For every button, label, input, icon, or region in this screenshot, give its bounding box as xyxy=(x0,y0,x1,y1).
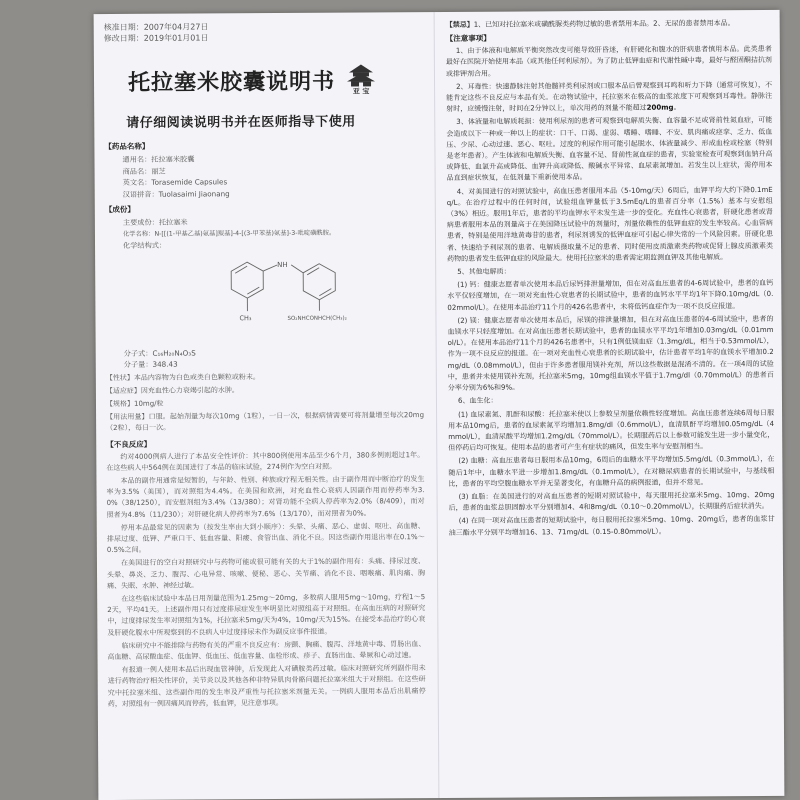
precaution-6-lipids: (3) 血脂：在美国进行的对高血压患者的短期对照试验中，每天服用托拉塞米5mg、10mg、20mg后，患者的血浆总胆固醇水平分别增加4、4和8mg/dL（0.10～0.20mmol/L），长期服药后症状消失。 xyxy=(448,490,775,513)
logo-text: 亚 宝 xyxy=(352,87,370,96)
precaution-3: 3、体液量和电解质耗损：使用利尿剂的患者可观察到电解质失衡、血容量不足或肾前性氮血症，可能会造成以下一种或一种以上的症状：口干、口渴、虚弱、嗜睡、嗜睡、不安、肌肉痛或痉挛、乏力、低血压、少尿、心动过速、恶心、呕吐。过度的利尿作用可能引起脱水、体液量减少、形成血栓或栓塞（特别是老年患者）。产生体液和电解质失衡、血容量不足、肾前性氮血症的患者，实验室检查可观察到血钠升高或降低、血氯升高或降低、血钾升高或降低、酸碱水平异常、血尿素氮增加。若发生以上症状，需停用本品直到症状恢复，在低剂量下重新使用本品。 xyxy=(446,116,773,183)
sulfonyl-urea-label: SO₂NHCONHCH(CH₃)₂ xyxy=(287,315,347,322)
precaution-6-triglycerides: (4) 在同一项对高血压患者的短期试验中，每日服用托拉塞米5mg、10mg、20mg后，患者的血浆甘油三酯水平分别平均增加16、13、71mg/dL（0.15-0.80mmol/L）。 xyxy=(448,515,775,537)
instruction-sheet xyxy=(94,10,785,800)
main-ingredient: 主要成份：托拉塞米 xyxy=(122,217,188,227)
title-row xyxy=(104,62,422,98)
precaution-5-calcium: (1) 钙：健康志愿者单次使用本品后尿钙排泄量增加，但在对高血压患者的4-6周试验中，患者的血钙水平仅轻度增加，在一项对充血性心衰患者的长期试验中，患者的血钙水平平均1年下降0.10mg/dL（0.02mmol/L）。在使用本品治疗11个月的426名患者中，未将低钙血症作为一项不良反应报道。 xyxy=(447,279,774,312)
adverse-p2: 本品的副作用通常是短暂的，与年龄、性别、种族或疗程无相关性。由于副作用而中断治疗的发生率为3.5%（美国），而对照组为4.4%。在美国和欧洲，对充血性心衰病人因副作用而停药率为3.0%（38/1250），而安慰剂组为3.4%（13/380）；对肾功能不全病人停药率为2.0%（8/409），而对照者为4.8%（11/230）；对肝硬化病人停药率为7.6%（13/170），而对照者为0%。 xyxy=(106,475,425,519)
contraindications xyxy=(446,18,772,31)
page-fold xyxy=(434,12,440,798)
precautions-heading: 【注意事项】 xyxy=(445,33,491,44)
dosage: 【用法用量】口服。起始剂量为每次10mg（1粒），一日一次，根据病情需要可将剂量增至每次20mg（2粒），每日一次。 xyxy=(106,411,425,433)
indications: 【适应症】因充血性心力衰竭引起的水肿。 xyxy=(105,385,239,395)
english-name: 英文名：Torasemide Capsules xyxy=(122,177,228,187)
molecular-formula: 分子式：C₁₆H₂₀N₄O₃S xyxy=(123,347,196,358)
structure-label: 化学结构式： xyxy=(122,240,167,250)
precaution-5-magnesium: (2) 镁：健康志愿者单次使用本品后，尿镁的排泄量增加，但在对高血压患者的4-6周试验中，患者的血镁水平只轻度增加。在对高血压患者长期试验中，患者的血镁水平平均1年增加0.03mg/dL（0.01mmol/L）。在使用本品治疗11个月的426名患者中，只有1例低镁血症（1.3mg/dL，相当于0.53mmol/L），作为一项不良反应的报道。在一项对充血性心衰患者的长期试验中，估计患者平均1年的血镁水平增加0.2mg/dL（0.08mmol/L），但由于许多患者服用镁补充剂，所以这些数据是混淆不清的。在一项4周的试验中，患者并未使用镁补充剂，托拉塞米5mg，10mg组血镁水平值于1.7mg/dl（0.70mmol/L）的患者百分率分别为6%和9%。 xyxy=(447,314,774,393)
molecular-weight: 分子量：348.43 xyxy=(123,359,178,369)
adverse-p3: 停用本品最常见的因素为（按发生率由大到小顺序）：头晕、头痛、恶心、虚弱、呕吐、高血糖、排尿过度、低钾、严重口干、低血容量、阳痿、食管出血、消化不良。因这些副作用退出率在0.1%～0.5%之间。 xyxy=(106,521,425,555)
drug-name-heading: 【药品名称】 xyxy=(104,141,150,152)
precaution-2-text: 2、耳毒性：快速静脉注射其他髓袢类利尿剂或口服本品后曾观察到耳鸣和听力下降（通常可恢复），不能肯定这些不良反应与本品有关。在动物试验中，托拉塞米在极高的血浆浓度下可观察到耳毒性。静脉注射时，应缓慢注射，时间在2分钟以上，单次用药的剂量不能超过 xyxy=(446,80,773,114)
max-dose: 200mg xyxy=(646,103,674,112)
precaution-1: 1、由于体液和电解质平衡突然改变可能导致肝昏迷，有肝硬化和腹水的肝病患者慎用本品。此类患者最好在医院开始使用本品（或其他任何利尿剂）。为了防止低钾血症和代谢性碱中毒，最好与醛固酮拮抗剂或排钾剂合用。 xyxy=(445,45,772,78)
adverse-p4: 在美国进行的空白对照研究中与药物可能或很可能有关的大于1%的副作用有：头痛、排尿过度、头晕、鼻炎、乏力、腹泻、心电异常、咳嗽、便秘、恶心、关节痛、消化不良、咽喉痛、肌肉痛、胸痛、失眠、水肿、神经过敏。 xyxy=(107,557,426,590)
precaution-2-end: 。 xyxy=(673,103,681,112)
adverse-p5: 在这些临床试验中本品日用剂量范围为1.25mg～20mg，多数病人服用5mg～10mg，疗程1～52天，平均41天。上述副作用只有过度排尿症发生率明显比对照组高于对照组。在高血压病的对照研究中，过度排尿发生率对照组为1%，托拉塞米5mg/天为4%，10mg/天为15%。在接受本品治疗的心衰及肝硬化腹水中所观察到的不良病人中过度排尿未作为副反应事件报道。 xyxy=(107,593,426,637)
precaution-4: 4、对美国进行的对照试验中，高血压患者服用本品（5-10mg/天）6周后，血钾平均大约下降0.1mEq/L。在治疗过程中的任何时间，试验组血钾量低于3.5mEq/L的患者百分率（1.5%）基本与安慰组（3%）相近。服用1年后，患者的平均血钾水平未发生进一步的变化。充血性心衰患者，肝硬化患者或肾病患者服用本品的剂量高于在美国降压试验中的剂量时，剂量依赖性的低钾血症的发生率较高。心血管病患者，特别是使用洋地黄毒苷的患者，利尿剂诱发的低钾血症可引起心律失常的一个风险因素。肝硬化患者、快速给予利尿剂的患者、电解质摄取量不足的患者、同时使用皮质激素类药物或促肾上腺皮质激素类药物的患者发生低钾血症的风险最大。使用托拉塞米的患者需定期监测血钾及其他电解质。 xyxy=(446,185,774,263)
adverse-p7: 有报道一例人使用本品后出现血管神肿，后发现此人对磺胺类药过敏。临床对照研究所列副作用未进行药物治疗相关性评价，关节炎以及其他各种非特异肌肉骨骼问题托拉塞米组大于对照组。在这些研究中托拉塞米组、这些副作用的发生率及严重性与托拉塞米剂量无关。一例病人服用本品后出肌痛停药，对照组有一例因痛风而停药，低血钾，见注意事项。 xyxy=(107,664,426,708)
chemical-structure-diagram xyxy=(209,250,360,343)
precaution-6-glucose: (2) 血糖：高血压患者每日服用本品10mg，6周后的血糖水平平均增加5.5mg/dL（0.3mmol/L），在随后1年中，血糖水平进一步增加1.8mg/dL（0.1mmol/L），在对糖尿病患者的长期试验中，与基线相比，患者的平均空腹血糖水平并无显著变化，有血糖升高的病例报道，但并不常见。 xyxy=(448,455,775,488)
right-column xyxy=(446,16,777,794)
approval-date: 核准日期：2007年04月27日 xyxy=(103,22,209,33)
pinyin-name: 汉语拼音：Tuolasaimi Jiaonang xyxy=(122,188,230,199)
left-column xyxy=(104,20,427,794)
trade-name: 商品名：丽芝 xyxy=(122,166,166,176)
generic-name: 通用名：托拉塞米胶囊 xyxy=(122,154,195,164)
precaution-6-bun: (1) 血尿素氮、肌酐和尿酸：托拉塞米使以上参数呈剂量依赖性轻度增加。高血压患者连续6周每日服用本品10mg后，患者的血尿素氮平均增加1.8mg/dl（0.6mmol/L），血清肌酐平均增加0.05mg/dL（4mmol/L），血清尿酸平均增加1.2mg/dL（70mmol/L）。长期服药后以上参数可能发生进一步小量变化，但停药后均可恢复。使用本品的患者可产生有症状的痛风，但发生率与安慰剂相当。 xyxy=(448,408,775,453)
precaution-6: 6、血生化： xyxy=(457,396,498,406)
brand-logo xyxy=(341,62,381,96)
methyl-label: CH₃ xyxy=(239,313,252,322)
revision-date: 修改日期：2019年01月01日 xyxy=(103,33,209,44)
contraindications-heading: 【禁忌】 xyxy=(445,20,474,29)
adverse-p6: 临床研究中不能排除与药物有关的严重不良反应有：房颤、胸痛、腹泻、洋地黄中毒、胃肠出血、高血糖、高尿酸血症、低血钾、低血压、低血容量、血栓形成、疹子、直肠出血、晕厥和心动过速。 xyxy=(107,639,426,661)
specification: 【规格】10mg/粒 xyxy=(105,399,164,408)
precaution-2 xyxy=(446,80,772,116)
composition-heading: 【成份】 xyxy=(104,204,135,215)
nh-label: NH xyxy=(277,260,288,269)
read-carefully-notice: 请仔细阅读说明书并在医师指导下使用 xyxy=(126,114,356,131)
document-title: 托拉塞米胶囊说明书 xyxy=(127,69,336,96)
adverse-p1: 约对4000例病人进行了本品安全性评价：其中800例使用本品至少6个月，380多例则超过1年。在这些病人中564例在美国进行了本品的临床试验，274例作为空白对照。 xyxy=(106,450,425,472)
contraindications-text: 1、已知对托拉塞米或磺酰脲类药物过敏的患者禁用本品。2、无尿的患者禁用本品。 xyxy=(473,19,735,29)
precaution-5: 5、其他电解质： xyxy=(457,267,511,276)
pagoda-logo-icon xyxy=(341,62,381,88)
properties: 【性状】本品内容物为白色或类白色颗粒或粉末。 xyxy=(105,372,260,382)
chemical-name: 化学名称：N-[[(1-甲基乙基)氨基]羰基]-4-[(3-甲苯基)氨基]-3-吡啶磺酰胺。 xyxy=(122,229,336,238)
adverse-reactions-heading: 【不良反应】 xyxy=(106,439,152,449)
